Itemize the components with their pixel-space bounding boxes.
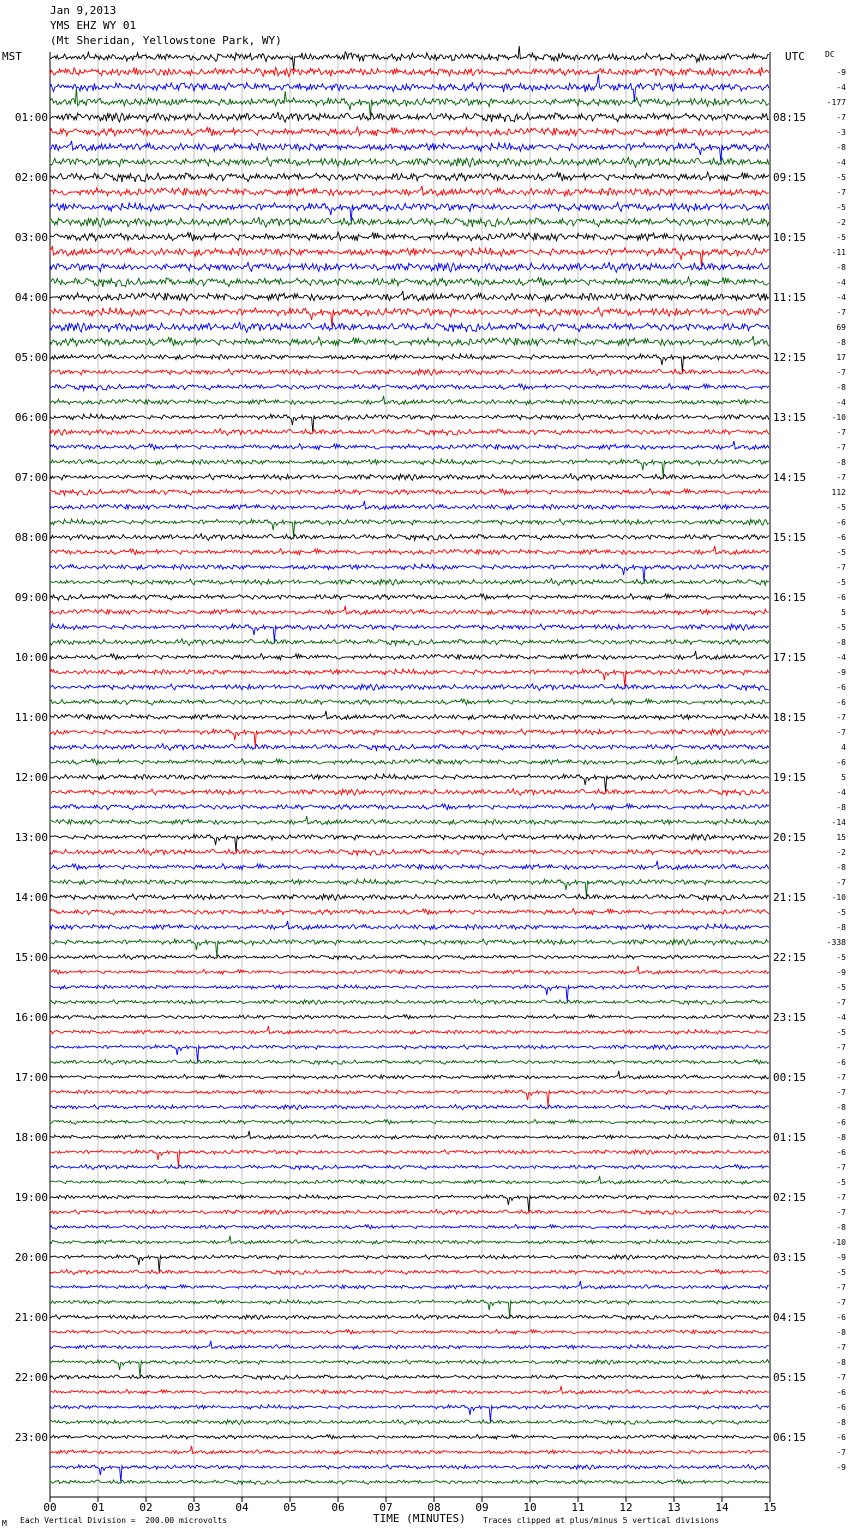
header-station: YMS EHZ WY 01 (50, 19, 137, 32)
seismic-trace (50, 1060, 769, 1065)
dc-offset-label: -5 (836, 173, 846, 182)
dc-offset-label: -5 (836, 953, 846, 962)
dc-offset-label: -6 (836, 758, 846, 767)
dc-offset-label: -8 (836, 1328, 846, 1337)
dc-offset-label: -8 (836, 638, 846, 647)
header-date: Jan 9,2013 (50, 4, 117, 17)
seismic-trace (50, 744, 769, 751)
x-tick-label: 12 (619, 1501, 633, 1514)
left-hour-label: 16:00 (14, 1011, 48, 1024)
x-tick-label: 02 (139, 1501, 153, 1514)
seismic-trace (50, 1360, 769, 1377)
seismic-trace (50, 955, 769, 960)
x-tick-label: 11 (571, 1501, 585, 1514)
dc-offset-label: -14 (831, 818, 846, 827)
header-location: (Mt Sheridan, Yellowstone Park, WY) (50, 34, 282, 47)
seismic-trace (50, 1435, 769, 1440)
dc-offset-label: -177 (826, 98, 846, 107)
seismic-trace (50, 729, 769, 747)
seismic-trace (50, 308, 769, 327)
dc-offset-label: -9 (836, 668, 846, 677)
seismic-trace (50, 534, 769, 541)
seismic-trace (50, 985, 769, 1002)
left-hour-label: 15:00 (14, 951, 48, 964)
dc-offset-label: -10 (831, 893, 846, 902)
left-timezone-label: MST (2, 50, 22, 63)
dc-offset-label: -5 (836, 233, 846, 242)
dc-offset-label: -8 (836, 458, 846, 467)
seismic-trace (50, 684, 769, 691)
seismic-trace (50, 594, 769, 601)
dc-offset-label: -7 (836, 1088, 846, 1097)
seismic-trace (50, 441, 769, 450)
x-tick-label: 06 (331, 1501, 345, 1514)
dc-offset-label: -8 (836, 263, 846, 272)
seismic-trace (50, 909, 769, 915)
dc-offset-label: -8 (836, 1103, 846, 1112)
right-hour-label: 00:15 (773, 1071, 807, 1084)
left-hour-label: 02:00 (14, 171, 48, 184)
x-tick-label: 15 (763, 1501, 777, 1514)
dc-offset-label: -9 (836, 1463, 846, 1472)
dc-offset-label: -338 (826, 938, 846, 947)
dc-offset-label: -6 (836, 533, 846, 542)
x-tick-label: 05 (283, 1501, 297, 1514)
seismic-trace (50, 46, 769, 70)
seismic-trace (50, 336, 769, 346)
seismic-trace (50, 789, 769, 796)
seismic-trace (50, 1236, 769, 1244)
dc-offset-label: -7 (836, 368, 846, 377)
seismic-trace (50, 774, 769, 792)
left-hour-label: 13:00 (14, 831, 48, 844)
left-hour-label: 21:00 (14, 1311, 48, 1324)
seismic-trace (50, 1071, 769, 1079)
scale-note: Each Vertical Division = 200.00 microvolts (20, 1516, 228, 1525)
seismic-trace (50, 291, 769, 301)
dc-offset-label: -6 (836, 683, 846, 692)
left-hour-label: 03:00 (14, 231, 48, 244)
seismic-trace (50, 384, 769, 391)
seismic-trace (50, 1405, 769, 1422)
x-tick-label: 13 (667, 1501, 681, 1514)
seismic-trace (50, 127, 769, 136)
seismic-trace (50, 1386, 769, 1394)
seismic-trace (50, 849, 769, 856)
dc-offset-label: -9 (836, 68, 846, 77)
seismic-trace (50, 639, 769, 646)
seismic-trace (50, 232, 769, 241)
dc-offset-label: -8 (836, 338, 846, 347)
seismic-trace (50, 1120, 769, 1125)
x-tick-label: 01 (91, 1501, 105, 1514)
dc-offset-label: -7 (836, 473, 846, 482)
right-hour-label: 13:15 (773, 411, 807, 424)
seismic-trace (50, 1375, 769, 1380)
right-hour-label: 12:15 (773, 351, 807, 364)
right-hour-label: 04:15 (773, 1311, 807, 1324)
seismic-trace (50, 939, 769, 957)
seismic-trace (50, 861, 769, 870)
seismic-trace (50, 1281, 769, 1289)
dc-offset-label: -4 (836, 653, 846, 662)
dc-offset-label: -4 (836, 278, 846, 287)
dc-offset-label: -5 (836, 623, 846, 632)
dc-offset-label: -8 (836, 1358, 846, 1367)
seismic-trace (50, 1131, 769, 1139)
dc-offset-label: -7 (836, 713, 846, 722)
seismic-trace (50, 1105, 769, 1110)
dc-offset-label: -7 (836, 878, 846, 887)
seismic-trace (50, 1210, 769, 1215)
dc-offset-label: 5 (841, 773, 846, 782)
x-tick-label: 03 (187, 1501, 201, 1514)
dc-offset-label: -7 (836, 1373, 846, 1382)
dc-offset-label: -6 (836, 1148, 846, 1157)
seismic-trace (50, 519, 769, 537)
seismic-trace (50, 74, 769, 101)
seismic-trace (50, 1480, 769, 1485)
seismic-trace (50, 1341, 769, 1349)
left-hour-label: 12:00 (14, 771, 48, 784)
seismic-trace (50, 1255, 769, 1272)
seismic-trace (50, 88, 769, 117)
seismic-trace (50, 112, 769, 122)
dc-offset-label: -11 (831, 248, 846, 257)
dc-offset-label: -8 (836, 383, 846, 392)
dc-offset-label: -6 (836, 1058, 846, 1067)
seismic-trace (50, 172, 769, 182)
seismic-trace (50, 879, 769, 897)
seismic-trace (50, 277, 769, 287)
dc-offset-label: -7 (836, 428, 846, 437)
right-hour-label: 23:15 (773, 1011, 807, 1024)
dc-offset-label: -2 (836, 848, 846, 857)
seismic-trace (50, 414, 769, 432)
x-tick-label: 08 (427, 1501, 441, 1514)
left-hour-label: 23:00 (14, 1431, 48, 1444)
dc-offset-label: -7 (836, 1163, 846, 1172)
dc-offset-label: -2 (836, 218, 846, 227)
dc-offset-label: -7 (836, 1343, 846, 1352)
seismic-trace (50, 1045, 769, 1062)
left-hour-label: 06:00 (14, 411, 48, 424)
seismic-trace (50, 1270, 769, 1275)
left-hour-label: 01:00 (14, 111, 48, 124)
left-hour-label: 18:00 (14, 1131, 48, 1144)
dc-offset-label: -5 (836, 1028, 846, 1037)
seismic-trace (50, 429, 769, 436)
dc-offset-label: -5 (836, 548, 846, 557)
dc-offset-label: -6 (836, 1313, 846, 1322)
seismic-trace (50, 1000, 769, 1005)
left-hour-label: 11:00 (14, 711, 48, 724)
seismic-trace (50, 1225, 769, 1230)
seismic-trace (50, 474, 769, 481)
dc-offset-label: -9 (836, 1253, 846, 1262)
right-hour-label: 21:15 (773, 891, 807, 904)
seismic-trace (50, 1330, 769, 1335)
dc-offset-label: -7 (836, 113, 846, 122)
left-hour-label: 07:00 (14, 471, 48, 484)
clip-note: Traces clipped at plus/minus 5 vertical divisions (483, 1516, 720, 1525)
seismic-trace (50, 262, 769, 272)
left-hour-label: 08:00 (14, 531, 48, 544)
seismic-trace (50, 203, 769, 222)
dc-offset-label: -7 (836, 1043, 846, 1052)
right-timezone-label: UTC (785, 50, 805, 63)
dc-offset-label: -7 (836, 308, 846, 317)
seismic-trace (50, 369, 769, 376)
right-hour-label: 08:15 (773, 111, 807, 124)
dc-offset-label: -6 (836, 698, 846, 707)
seismic-trace (50, 141, 769, 162)
dc-offset-label: -4 (836, 158, 846, 167)
dc-offset-label: -7 (836, 728, 846, 737)
seismic-trace (50, 711, 769, 720)
left-hour-label: 20:00 (14, 1251, 48, 1264)
right-hour-label: 09:15 (773, 171, 807, 184)
dc-offset-label: -5 (836, 203, 846, 212)
seismic-trace (50, 396, 769, 405)
seismic-trace (50, 699, 769, 705)
right-hour-label: 06:15 (773, 1431, 807, 1444)
dc-offset-label: -7 (836, 1298, 846, 1307)
seismic-trace (50, 1315, 769, 1320)
dc-offset-label: -5 (836, 1178, 846, 1187)
seismic-trace (50, 651, 769, 660)
seismic-trace (50, 1446, 769, 1454)
x-tick-label: 09 (475, 1501, 489, 1514)
dc-offset-label: -5 (836, 1268, 846, 1277)
x-tick-label: 10 (523, 1501, 537, 1514)
seismic-trace (50, 921, 769, 930)
left-hour-label: 17:00 (14, 1071, 48, 1084)
x-tick-label: 00 (43, 1501, 57, 1514)
dc-offset-label: -7 (836, 1283, 846, 1292)
seismic-trace (50, 606, 769, 615)
seismic-trace (50, 489, 769, 496)
seismic-trace (50, 546, 769, 555)
dc-offset-label: -7 (836, 998, 846, 1007)
seismic-trace (50, 624, 769, 642)
right-hour-label: 17:15 (773, 651, 807, 664)
seismic-trace (50, 1165, 769, 1170)
dc-offset-label: -4 (836, 788, 846, 797)
dc-offset-label: -8 (836, 1418, 846, 1427)
dc-offset-label: -4 (836, 83, 846, 92)
right-hour-label: 03:15 (773, 1251, 807, 1264)
seismic-trace (50, 564, 769, 582)
x-tick-label: 14 (715, 1501, 729, 1514)
seismic-trace (50, 1420, 769, 1425)
right-hour-label: 14:15 (773, 471, 807, 484)
dc-offset-label: -6 (836, 1388, 846, 1397)
right-hour-label: 05:15 (773, 1371, 807, 1384)
seismic-trace (50, 67, 769, 77)
seismic-trace (50, 459, 769, 477)
dc-offset-label: -8 (836, 803, 846, 812)
dc-offset-label: -4 (836, 398, 846, 407)
seismic-trace (50, 816, 769, 825)
seismic-trace (50, 1090, 769, 1107)
x-axis-label: TIME (MINUTES) (373, 1512, 466, 1525)
right-hour-label: 15:15 (773, 531, 807, 544)
x-tick-label: 04 (235, 1501, 249, 1514)
dc-offset-label: -4 (836, 293, 846, 302)
seismic-trace (50, 1026, 769, 1034)
dc-offset-label: -8 (836, 863, 846, 872)
seismic-trace (50, 1150, 769, 1167)
left-hour-label: 04:00 (14, 291, 48, 304)
seismic-trace (50, 1300, 769, 1317)
dc-offset-label: 17 (836, 353, 846, 362)
seismic-trace (50, 217, 769, 227)
dc-offset-label: -10 (831, 1238, 846, 1247)
seismic-trace (50, 894, 769, 901)
dc-offset-label: -8 (836, 1133, 846, 1142)
seismic-trace (50, 1195, 769, 1212)
dc-offset-label: -7 (836, 443, 846, 452)
dc-offset-label: 69 (836, 323, 846, 332)
seismic-trace (50, 501, 769, 510)
dc-offset-label: 5 (841, 608, 846, 617)
seismic-trace (50, 804, 769, 810)
dc-offset-label: -8 (836, 1223, 846, 1232)
dc-offset-label: -7 (836, 1448, 846, 1457)
left-hour-label: 19:00 (14, 1191, 48, 1204)
dc-offset-label: -10 (831, 413, 846, 422)
right-hour-label: 18:15 (773, 711, 807, 724)
x-tick-label: 07 (379, 1501, 393, 1514)
corner-mark: M (2, 1519, 7, 1528)
left-hour-label: 05:00 (14, 351, 48, 364)
dc-label: DC (825, 50, 835, 59)
seismic-trace (50, 157, 769, 167)
dc-offset-label: -5 (836, 578, 846, 587)
seismic-trace (50, 966, 769, 974)
dc-offset-label: -6 (836, 1403, 846, 1412)
right-hour-label: 19:15 (773, 771, 807, 784)
seismic-trace (50, 579, 769, 586)
seismic-trace (50, 756, 769, 765)
dc-offset-label: 15 (836, 833, 846, 842)
seismic-trace (50, 1176, 769, 1184)
dc-offset-label: -5 (836, 908, 846, 917)
left-hour-label: 09:00 (14, 591, 48, 604)
dc-offset-label: 112 (831, 488, 846, 497)
seismic-trace (50, 186, 769, 196)
dc-offset-label: -7 (836, 1073, 846, 1082)
right-hour-label: 01:15 (773, 1131, 807, 1144)
seismic-trace (50, 1015, 769, 1020)
right-hour-label: 02:15 (773, 1191, 807, 1204)
right-hour-label: 16:15 (773, 591, 807, 604)
dc-offset-label: 4 (841, 743, 846, 752)
right-hour-label: 10:15 (773, 231, 807, 244)
seismic-trace (50, 322, 769, 332)
dc-offset-label: -7 (836, 563, 846, 572)
left-hour-label: 10:00 (14, 651, 48, 664)
dc-offset-label: -5 (836, 503, 846, 512)
seismic-trace (50, 669, 769, 687)
dc-offset-label: -7 (836, 1193, 846, 1202)
left-hour-label: 14:00 (14, 891, 48, 904)
dc-offset-label: -8 (836, 923, 846, 932)
right-hour-label: 20:15 (773, 831, 807, 844)
seismic-trace (50, 354, 769, 372)
dc-offset-label: -8 (836, 143, 846, 152)
dc-offset-label: -7 (836, 188, 846, 197)
right-hour-label: 22:15 (773, 951, 807, 964)
right-hour-label: 11:15 (773, 291, 807, 304)
seismic-trace (50, 834, 769, 852)
dc-offset-label: -6 (836, 593, 846, 602)
dc-offset-label: -6 (836, 1433, 846, 1442)
dc-offset-label: -3 (836, 128, 846, 137)
dc-offset-label: -9 (836, 968, 846, 977)
dc-offset-label: -5 (836, 983, 846, 992)
seismic-trace (50, 1465, 769, 1482)
left-hour-label: 22:00 (14, 1371, 48, 1384)
dc-offset-label: -4 (836, 1013, 846, 1022)
dc-offset-label: -6 (836, 1118, 846, 1127)
dc-offset-label: -7 (836, 1208, 846, 1217)
dc-offset-label: -6 (836, 518, 846, 527)
